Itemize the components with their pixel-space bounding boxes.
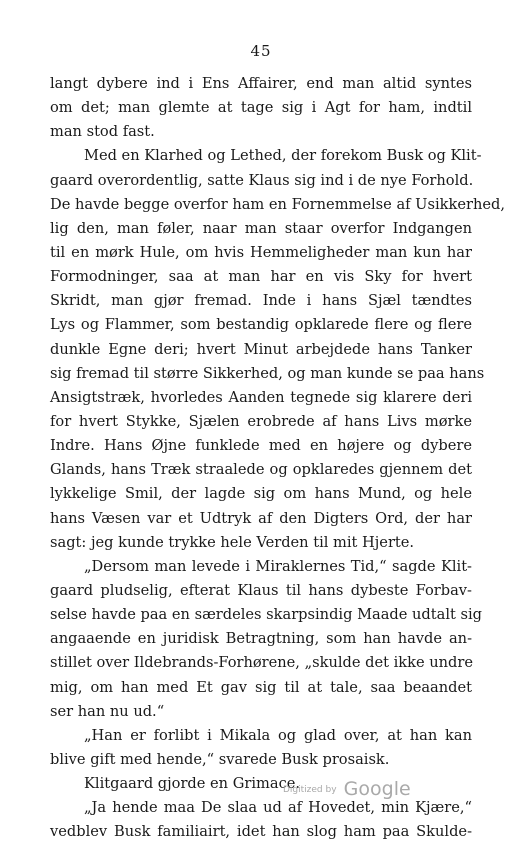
text-line: „Dersom man levede i Miraklernes Tid,“ sagde Klit- — [84, 557, 472, 575]
text-line: langt dybere ind i Ens Affairer, end man altid syntes — [50, 75, 472, 92]
text-line: lykkelige Smil, der lagde sig om hans Mund, og hele — [50, 485, 472, 503]
text-line: selse havde paa en særdeles skarpsindig Maade udtalt sig — [50, 606, 483, 624]
text-line: til en mørk Hule, om hvis Hemmeligheder man kun har — [50, 243, 472, 261]
text-line: „Ja hende maa De slaa ud af Hovedet, min Kjære,“ — [84, 799, 472, 817]
text-line: om det; man glemte at tage sig i Agt for ham, indtil — [50, 99, 472, 117]
text-line: Lys og Flammer, som bestandig opklarede flere og flere — [50, 316, 472, 334]
text-line: stillet over Ildebrands-Forhørene, „skulde det ikke undre — [50, 654, 474, 672]
watermark-prefix: Digitized by — [283, 785, 337, 795]
text-line: Skridt, man gjør fremad. Inde i hans Sjæl tændtes — [50, 292, 472, 310]
text-line: mig, om han med Et gav sig til at tale, saa beaandet — [50, 678, 472, 696]
text-line: De havde begge overfor ham en Fornemmelse af Usikkerhed, — [50, 195, 505, 213]
text-line: dunkle Egne deri; hvert Minut arbejdede hans Tanker — [50, 340, 472, 358]
text-line: „Han er forlibt i Mikala og glad over, at han kan — [84, 726, 472, 744]
text-line: man stod fast. — [50, 123, 155, 141]
text-line: Klitgaard gjorde en Grimace. — [84, 775, 301, 793]
body-text — [50, 72, 505, 845]
text-line: hans Væsen var et Udtryk af den Digters Ord, der har — [50, 509, 472, 527]
text-line: vedblev Busk familiairt, idet han slog ham paa Skulde- — [50, 823, 472, 841]
watermark-brand: Google — [343, 778, 411, 800]
text-line: sig fremad til større Sikkerhed, og man kunde se paa hans — [50, 364, 485, 382]
text-line: ser han nu ud.“ — [50, 702, 165, 720]
text-line: lig den, man føler, naar man staar overfor Indgangen — [50, 219, 472, 237]
text-line: sagt: jeg kunde trykke hele Verden til mit Hjerte. — [50, 533, 415, 551]
page-number: 45 — [250, 42, 272, 60]
text-line: gaard overordentlig, satte Klaus sig ind i de nye Forhold. — [50, 171, 474, 189]
text-line: Glands, hans Træk straalede og opklaredes gjennem det — [50, 461, 472, 479]
text-line: for hvert Stykke, Sjælen erobrede af hans Livs mørke — [50, 412, 472, 430]
digitized-by-google-watermark — [283, 778, 411, 800]
text-line: blive gift med hende,“ svarede Busk prosaisk. — [50, 750, 390, 768]
text-line: angaaende en juridisk Betragtning, som han havde an- — [50, 630, 472, 648]
text-line: gaard pludselig, efterat Klaus til hans dybeste Forbav- — [50, 581, 472, 599]
text-line: Formodninger, saa at man har en vis Sky for hvert — [50, 268, 472, 286]
text-line: Ansigtstræk, hvorledes Aanden tegnede sig klarere deri — [50, 388, 472, 406]
text-line: Indre. Hans Øjne funklede med en højere og dybere — [50, 437, 472, 455]
text-line: Med en Klarhed og Lethed, der forekom Busk og Klit- — [84, 147, 482, 165]
